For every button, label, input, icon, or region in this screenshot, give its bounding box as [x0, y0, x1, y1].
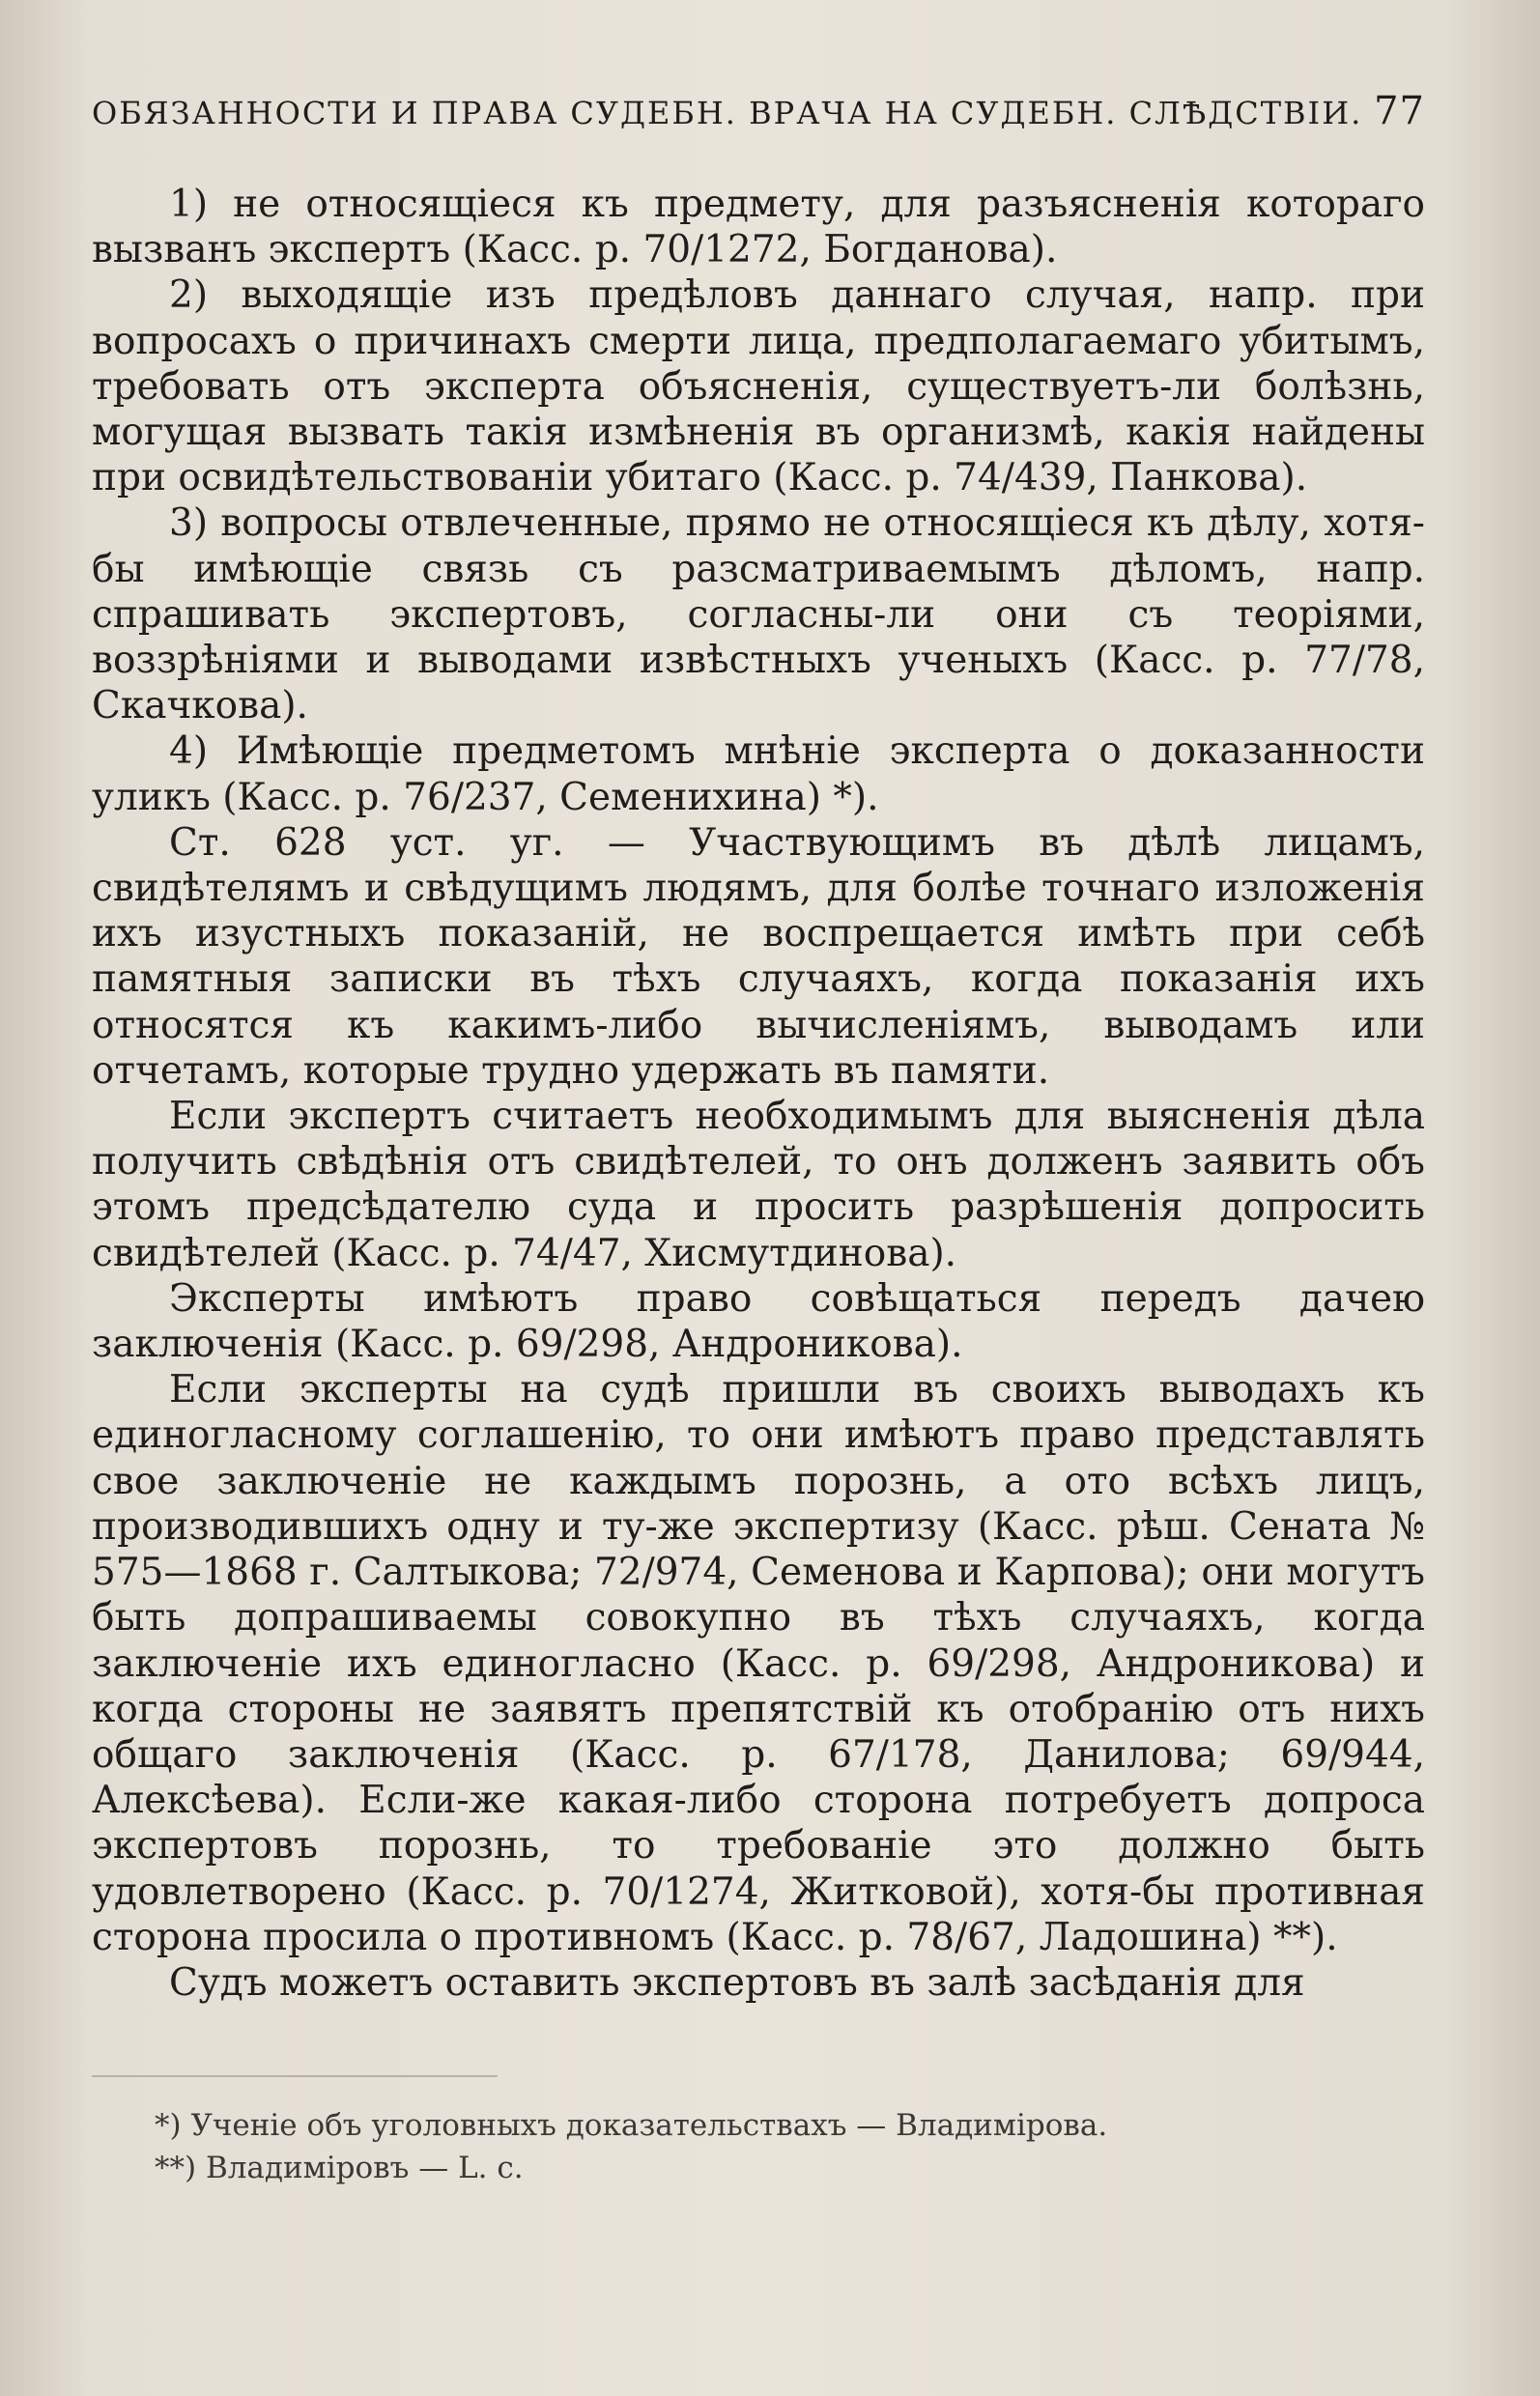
footnote: **) Владиміровъ — L. c.	[155, 2151, 524, 2185]
paragraph: Если экспертъ считаетъ необходимымъ для выясненія дѣла получить свѣдѣнія отъ свидѣтелей, то онъ долженъ заявить объ этомъ предсѣдателю суда и просить разрѣшенія допросить свидѣтелей (Касс. р. 74/47, Хисмутдинова).	[92, 1095, 1425, 1275]
paragraph: Судъ можетъ оставить экспертовъ въ залѣ засѣданія для	[169, 1960, 1305, 2005]
footnote: *) Ученіе объ уголовныхъ доказательствахъ — Владимірова.	[155, 2108, 1108, 2143]
paragraph: 3) вопросы отвлеченные, прямо не относящіеся къ дѣлу, хотя-бы имѣющіе связь съ разсматриваемымъ дѣломъ, напр. спрашивать экспертовъ, согласны-ли они съ теоріями, воззрѣніями и выводами извѣстныхъ ученыхъ (Касс. р. 77/78, Скачкова).	[92, 501, 1425, 728]
running-title: ОБЯЗАННОСТИ И ПРАВА СУДЕБН. ВРАЧА НА СУДЕБН. СЛѢДСТВІИ.	[92, 95, 1363, 131]
body-text	[92, 182, 1425, 2006]
paragraph: 4) Имѣющіе предметомъ мнѣніе эксперта о доказанности уликъ (Касс. р. 76/237, Семенихина) *).	[92, 729, 1425, 819]
paragraph: Если эксперты на судѣ пришли въ своихъ выводахъ къ единогласному соглашенію, то они имѣютъ право представлять свое заключеніе не каждымъ порознь, а ото всѣхъ лицъ, производившихъ одну и ту-же экспертизу (Касс. рѣш. Сената № 575—1868 г. Салтыкова; 72/974, Семенова и Карпова); они могутъ быть допрашиваемы совокупно въ тѣхъ случаяхъ, когда заключеніе ихъ единогласно (Касс. р. 69/298, Андроникова) и когда стороны не заявятъ препятствій къ отобранію отъ нихъ общаго заключенія (Касс. р. 67/178, Данилова; 69/944, Алексѣева). Если-же какая-либо сторона потребуетъ допроса экспертовъ порознь, то требованіе это должно быть удовлетворено (Касс. р. 70/1274, Житковой), хотя-бы противная сторона просила о противномъ (Касс. р. 78/67, Ладошина) **).	[92, 1368, 1425, 1959]
paragraph: Эксперты имѣютъ право совѣщаться передъ дачею заключенія (Касс. р. 69/298, Андроникова).	[92, 1276, 1425, 1367]
paragraph: 2) выходящіе изъ предѣловъ даннаго случая, напр. при вопросахъ о причинахъ смерти лица, предполагаемаго убитымъ, требовать отъ эксперта объясненія, существуетъ-ли болѣзнь, могущая вызвать такія измѣненія въ организмѣ, какія найдены при освидѣтельствованіи убитаго (Касс. р. 74/439, Панкова).	[92, 273, 1425, 500]
page-header	[92, 89, 1425, 143]
footnote-divider	[92, 2075, 498, 2077]
footnotes	[155, 2104, 1314, 2189]
page-number: 77	[1374, 89, 1425, 133]
paragraph: Ст. 628 уст. уг. — Участвующимъ въ дѣлѣ лицамъ, свидѣтелямъ и свѣдущимъ людямъ, для болѣе точнаго изложенія ихъ изустныхъ показаній, не воспрещается имѣть при себѣ памятныя записки въ тѣхъ случаяхъ, когда показанія ихъ относятся къ какимъ-либо вычисленіямъ, выводамъ или отчетамъ, которые трудно удержать въ памяти.	[92, 820, 1425, 1093]
paragraph: 1) не относящіеся къ предмету, для разъясненія котораго вызванъ экспертъ (Касс. р. 70/1272, Богданова).	[92, 183, 1425, 272]
